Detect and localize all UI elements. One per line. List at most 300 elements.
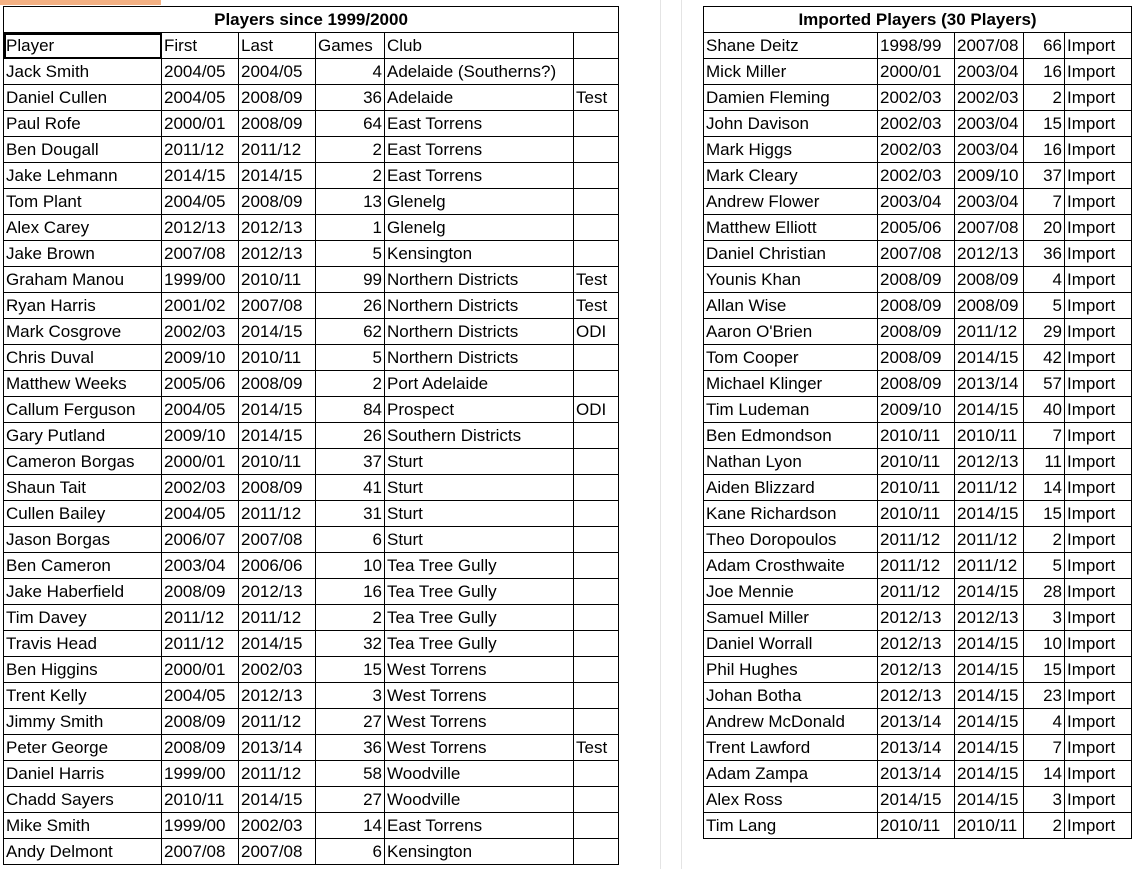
cell[interactable]: 26 bbox=[316, 423, 385, 449]
cell[interactable]: 2002/03 bbox=[878, 111, 955, 137]
cell[interactable]: 15 bbox=[1024, 657, 1065, 683]
cell[interactable]: 2000/01 bbox=[162, 111, 239, 137]
cell[interactable]: Tim Ludeman bbox=[704, 397, 878, 423]
cell[interactable] bbox=[574, 761, 619, 787]
cell[interactable]: Allan Wise bbox=[704, 293, 878, 319]
cell[interactable]: Ben Dougall bbox=[4, 137, 162, 163]
cell[interactable] bbox=[574, 215, 619, 241]
cell[interactable]: 14 bbox=[1024, 761, 1065, 787]
cell[interactable]: 14 bbox=[1024, 475, 1065, 501]
cell[interactable]: Import bbox=[1065, 787, 1132, 813]
cell[interactable]: 2002/03 bbox=[162, 319, 239, 345]
cell[interactable]: 16 bbox=[316, 579, 385, 605]
cell[interactable]: 2007/08 bbox=[162, 241, 239, 267]
cell[interactable]: 2014/15 bbox=[239, 423, 316, 449]
cell[interactable]: Andrew McDonald bbox=[704, 709, 878, 735]
cell[interactable]: 2011/12 bbox=[162, 631, 239, 657]
cell[interactable] bbox=[574, 579, 619, 605]
cell[interactable]: 2014/15 bbox=[239, 397, 316, 423]
header-club[interactable]: Club bbox=[385, 33, 574, 59]
cell[interactable]: Nathan Lyon bbox=[704, 449, 878, 475]
header-player[interactable]: Player bbox=[4, 33, 162, 59]
header-first[interactable]: First bbox=[162, 33, 239, 59]
cell[interactable]: Younis Khan bbox=[704, 267, 878, 293]
cell[interactable]: 66 bbox=[1024, 33, 1065, 59]
cell[interactable]: Daniel Worrall bbox=[704, 631, 878, 657]
cell[interactable]: 2002/03 bbox=[239, 813, 316, 839]
cell[interactable]: Peter George bbox=[4, 735, 162, 761]
cell[interactable]: Woodville bbox=[385, 761, 574, 787]
cell[interactable]: 2004/05 bbox=[239, 59, 316, 85]
cell[interactable]: 4 bbox=[1024, 267, 1065, 293]
cell[interactable]: 37 bbox=[316, 449, 385, 475]
cell[interactable]: 2013/14 bbox=[878, 735, 955, 761]
cell[interactable]: 26 bbox=[316, 293, 385, 319]
cell[interactable]: 2014/15 bbox=[955, 345, 1024, 371]
cell[interactable]: Import bbox=[1065, 683, 1132, 709]
cell[interactable]: Import bbox=[1065, 241, 1132, 267]
cell[interactable]: 2008/09 bbox=[955, 267, 1024, 293]
cell[interactable]: Mark Cosgrove bbox=[4, 319, 162, 345]
cell[interactable] bbox=[574, 553, 619, 579]
cell[interactable]: 2004/05 bbox=[162, 189, 239, 215]
cell[interactable]: 2010/11 bbox=[162, 787, 239, 813]
cell[interactable]: 2012/13 bbox=[878, 657, 955, 683]
cell[interactable]: 2012/13 bbox=[955, 241, 1024, 267]
cell[interactable]: 7 bbox=[1024, 189, 1065, 215]
cell[interactable] bbox=[574, 527, 619, 553]
cell[interactable]: 2008/09 bbox=[162, 709, 239, 735]
cell[interactable]: Tom Plant bbox=[4, 189, 162, 215]
cell[interactable]: 20 bbox=[1024, 215, 1065, 241]
cell[interactable]: 2006/06 bbox=[239, 553, 316, 579]
cell[interactable]: 27 bbox=[316, 787, 385, 813]
cell[interactable]: Jake Brown bbox=[4, 241, 162, 267]
cell[interactable]: Matthew Elliott bbox=[704, 215, 878, 241]
cell[interactable] bbox=[574, 163, 619, 189]
cell[interactable]: Theo Doropoulos bbox=[704, 527, 878, 553]
cell[interactable]: Ben Edmondson bbox=[704, 423, 878, 449]
cell[interactable]: 2007/08 bbox=[955, 33, 1024, 59]
cell[interactable]: 2012/13 bbox=[239, 579, 316, 605]
cell[interactable]: 2014/15 bbox=[878, 787, 955, 813]
cell[interactable] bbox=[574, 813, 619, 839]
cell[interactable]: Prospect bbox=[385, 397, 574, 423]
cell[interactable]: Import bbox=[1065, 111, 1132, 137]
cell[interactable]: 2011/12 bbox=[955, 553, 1024, 579]
cell[interactable]: Import bbox=[1065, 189, 1132, 215]
cell[interactable]: Kensington bbox=[385, 241, 574, 267]
cell[interactable]: 2 bbox=[1024, 813, 1065, 839]
cell[interactable]: 2 bbox=[316, 371, 385, 397]
cell[interactable]: 2008/09 bbox=[239, 111, 316, 137]
cell[interactable]: 15 bbox=[1024, 501, 1065, 527]
cell[interactable]: Aaron O'Brien bbox=[704, 319, 878, 345]
cell[interactable]: 3 bbox=[1024, 787, 1065, 813]
cell[interactable]: Import bbox=[1065, 475, 1132, 501]
cell[interactable]: 2006/07 bbox=[162, 527, 239, 553]
cell[interactable]: Adam Zampa bbox=[704, 761, 878, 787]
cell[interactable]: Import bbox=[1065, 553, 1132, 579]
cell[interactable]: Ryan Harris bbox=[4, 293, 162, 319]
cell[interactable]: Trent Lawford bbox=[704, 735, 878, 761]
cell[interactable]: Shane Deitz bbox=[704, 33, 878, 59]
cell[interactable]: Jack Smith bbox=[4, 59, 162, 85]
header-last[interactable]: Last bbox=[239, 33, 316, 59]
cell[interactable]: Michael Klinger bbox=[704, 371, 878, 397]
cell[interactable]: 32 bbox=[316, 631, 385, 657]
cell[interactable]: Import bbox=[1065, 579, 1132, 605]
cell[interactable]: 2002/03 bbox=[878, 85, 955, 111]
cell[interactable]: East Torrens bbox=[385, 813, 574, 839]
cell[interactable] bbox=[574, 345, 619, 371]
cell[interactable]: 2 bbox=[316, 163, 385, 189]
cell[interactable]: 2008/09 bbox=[955, 293, 1024, 319]
cell[interactable]: Southern Districts bbox=[385, 423, 574, 449]
cell[interactable]: 40 bbox=[1024, 397, 1065, 423]
cell[interactable]: 2013/14 bbox=[239, 735, 316, 761]
cell[interactable]: 28 bbox=[1024, 579, 1065, 605]
cell[interactable]: 7 bbox=[1024, 423, 1065, 449]
cell[interactable]: Daniel Cullen bbox=[4, 85, 162, 111]
cell[interactable]: Import bbox=[1065, 371, 1132, 397]
cell[interactable]: 57 bbox=[1024, 371, 1065, 397]
cell[interactable]: Phil Hughes bbox=[704, 657, 878, 683]
cell[interactable]: 2011/12 bbox=[239, 501, 316, 527]
cell[interactable]: Jimmy Smith bbox=[4, 709, 162, 735]
cell[interactable]: 2014/15 bbox=[955, 501, 1024, 527]
cell[interactable]: Alex Carey bbox=[4, 215, 162, 241]
cell[interactable]: Tea Tree Gully bbox=[385, 553, 574, 579]
cell[interactable]: 2014/15 bbox=[955, 709, 1024, 735]
cell[interactable]: 2010/11 bbox=[878, 501, 955, 527]
cell[interactable]: 2009/10 bbox=[162, 345, 239, 371]
cell[interactable]: Callum Ferguson bbox=[4, 397, 162, 423]
cell[interactable]: 2 bbox=[316, 137, 385, 163]
cell[interactable]: 36 bbox=[316, 85, 385, 111]
cell[interactable]: Import bbox=[1065, 501, 1132, 527]
cell[interactable]: 5 bbox=[1024, 293, 1065, 319]
cell[interactable]: 2013/14 bbox=[955, 371, 1024, 397]
cell[interactable]: 2004/05 bbox=[162, 85, 239, 111]
cell[interactable]: 2010/11 bbox=[878, 423, 955, 449]
cell[interactable]: 6 bbox=[316, 527, 385, 553]
cell[interactable]: Import bbox=[1065, 397, 1132, 423]
cell[interactable]: 2003/04 bbox=[955, 111, 1024, 137]
cell[interactable]: Import bbox=[1065, 293, 1132, 319]
cell[interactable]: 2008/09 bbox=[239, 371, 316, 397]
cell[interactable]: Paul Rofe bbox=[4, 111, 162, 137]
header-games[interactable]: Games bbox=[316, 33, 385, 59]
cell[interactable] bbox=[574, 111, 619, 137]
cell[interactable]: Cullen Bailey bbox=[4, 501, 162, 527]
cell[interactable]: 2002/03 bbox=[878, 163, 955, 189]
cell[interactable]: 2010/11 bbox=[239, 345, 316, 371]
cell[interactable]: 2004/05 bbox=[162, 59, 239, 85]
cell[interactable]: 11 bbox=[1024, 449, 1065, 475]
cell[interactable]: 2002/03 bbox=[878, 137, 955, 163]
cell[interactable]: Import bbox=[1065, 449, 1132, 475]
cell[interactable] bbox=[574, 475, 619, 501]
cell[interactable]: ODI bbox=[574, 397, 619, 423]
cell[interactable]: Daniel Christian bbox=[704, 241, 878, 267]
cell[interactable]: 2004/05 bbox=[162, 397, 239, 423]
cell[interactable]: Import bbox=[1065, 267, 1132, 293]
cell[interactable]: 2008/09 bbox=[239, 189, 316, 215]
cell[interactable]: 2014/15 bbox=[955, 761, 1024, 787]
cell[interactable]: Jake Lehmann bbox=[4, 163, 162, 189]
cell[interactable]: Andy Delmont bbox=[4, 839, 162, 865]
cell[interactable]: Adelaide (Southerns?) bbox=[385, 59, 574, 85]
cell[interactable]: 2011/12 bbox=[955, 527, 1024, 553]
cell[interactable]: Kensington bbox=[385, 839, 574, 865]
cell[interactable]: 2012/13 bbox=[239, 241, 316, 267]
cell[interactable]: 2007/08 bbox=[955, 215, 1024, 241]
cell[interactable]: Import bbox=[1065, 657, 1132, 683]
cell[interactable]: 6 bbox=[316, 839, 385, 865]
cell[interactable]: 62 bbox=[316, 319, 385, 345]
cell[interactable] bbox=[574, 709, 619, 735]
cell[interactable]: East Torrens bbox=[385, 111, 574, 137]
cell[interactable]: Mick Miller bbox=[704, 59, 878, 85]
cell[interactable]: Cameron Borgas bbox=[4, 449, 162, 475]
cell[interactable]: 2010/11 bbox=[878, 475, 955, 501]
cell[interactable]: Daniel Harris bbox=[4, 761, 162, 787]
cell[interactable]: Port Adelaide bbox=[385, 371, 574, 397]
cell[interactable]: 1999/00 bbox=[162, 267, 239, 293]
cell[interactable]: 2010/11 bbox=[239, 449, 316, 475]
cell[interactable]: 2012/13 bbox=[955, 605, 1024, 631]
cell[interactable]: 2012/13 bbox=[878, 605, 955, 631]
cell[interactable]: Joe Mennie bbox=[704, 579, 878, 605]
cell[interactable]: 2014/15 bbox=[239, 163, 316, 189]
cell[interactable]: 2014/15 bbox=[239, 631, 316, 657]
cell[interactable]: 2014/15 bbox=[162, 163, 239, 189]
cell[interactable] bbox=[574, 631, 619, 657]
cell[interactable]: 2000/01 bbox=[162, 449, 239, 475]
cell[interactable]: Damien Fleming bbox=[704, 85, 878, 111]
cell[interactable]: 10 bbox=[316, 553, 385, 579]
cell[interactable]: 2011/12 bbox=[162, 605, 239, 631]
cell[interactable]: 2010/11 bbox=[955, 813, 1024, 839]
cell[interactable]: Test bbox=[574, 735, 619, 761]
cell[interactable]: Import bbox=[1065, 631, 1132, 657]
cell[interactable]: ODI bbox=[574, 319, 619, 345]
cell[interactable]: Ben Higgins bbox=[4, 657, 162, 683]
cell[interactable]: 41 bbox=[316, 475, 385, 501]
cell[interactable]: Import bbox=[1065, 85, 1132, 111]
cell[interactable]: Tom Cooper bbox=[704, 345, 878, 371]
cell[interactable]: 2014/15 bbox=[239, 787, 316, 813]
cell[interactable]: 2014/15 bbox=[955, 631, 1024, 657]
cell[interactable]: 84 bbox=[316, 397, 385, 423]
cell[interactable]: East Torrens bbox=[385, 137, 574, 163]
cell[interactable] bbox=[574, 839, 619, 865]
cell[interactable]: 64 bbox=[316, 111, 385, 137]
cell[interactable]: Test bbox=[574, 85, 619, 111]
cell[interactable]: 2003/04 bbox=[955, 189, 1024, 215]
cell[interactable]: 3 bbox=[1024, 605, 1065, 631]
cell[interactable]: 2007/08 bbox=[162, 839, 239, 865]
cell[interactable]: 14 bbox=[316, 813, 385, 839]
cell[interactable]: 1998/99 bbox=[878, 33, 955, 59]
cell[interactable]: Import bbox=[1065, 813, 1132, 839]
cell[interactable]: Aiden Blizzard bbox=[704, 475, 878, 501]
cell[interactable]: Sturt bbox=[385, 527, 574, 553]
cell[interactable]: 36 bbox=[1024, 241, 1065, 267]
cell[interactable]: 2009/10 bbox=[878, 397, 955, 423]
cell[interactable]: 2011/12 bbox=[239, 605, 316, 631]
cell[interactable]: 31 bbox=[316, 501, 385, 527]
cell[interactable]: 2014/15 bbox=[955, 683, 1024, 709]
cell[interactable]: 2 bbox=[1024, 527, 1065, 553]
cell[interactable]: 23 bbox=[1024, 683, 1065, 709]
cell[interactable]: 4 bbox=[316, 59, 385, 85]
cell[interactable]: 3 bbox=[316, 683, 385, 709]
cell[interactable]: 2014/15 bbox=[955, 787, 1024, 813]
cell[interactable]: 2013/14 bbox=[878, 709, 955, 735]
cell[interactable]: 5 bbox=[316, 241, 385, 267]
cell[interactable]: Import bbox=[1065, 709, 1132, 735]
cell[interactable]: 2007/08 bbox=[239, 527, 316, 553]
cell[interactable]: 36 bbox=[316, 735, 385, 761]
cell[interactable]: West Torrens bbox=[385, 735, 574, 761]
cell[interactable]: Jason Borgas bbox=[4, 527, 162, 553]
cell[interactable]: Sturt bbox=[385, 475, 574, 501]
cell[interactable]: 2008/09 bbox=[878, 319, 955, 345]
cell[interactable]: 1999/00 bbox=[162, 761, 239, 787]
cell[interactable]: 2008/09 bbox=[878, 293, 955, 319]
cell[interactable]: 2004/05 bbox=[162, 501, 239, 527]
cell[interactable]: Kane Richardson bbox=[704, 501, 878, 527]
cell[interactable]: East Torrens bbox=[385, 163, 574, 189]
cell[interactable]: 2012/13 bbox=[239, 683, 316, 709]
cell[interactable]: Tim Davey bbox=[4, 605, 162, 631]
cell[interactable]: 2014/15 bbox=[239, 319, 316, 345]
cell[interactable]: Gary Putland bbox=[4, 423, 162, 449]
cell[interactable]: 2008/09 bbox=[878, 345, 955, 371]
cell[interactable]: Import bbox=[1065, 605, 1132, 631]
cell[interactable]: 2011/12 bbox=[955, 319, 1024, 345]
cell[interactable]: 2011/12 bbox=[878, 579, 955, 605]
cell[interactable]: Trent Kelly bbox=[4, 683, 162, 709]
cell[interactable]: 2003/04 bbox=[878, 189, 955, 215]
cell[interactable]: Adam Crosthwaite bbox=[704, 553, 878, 579]
cell[interactable]: 2004/05 bbox=[162, 683, 239, 709]
cell[interactable]: 2000/01 bbox=[162, 657, 239, 683]
cell[interactable]: 2008/09 bbox=[878, 371, 955, 397]
cell[interactable]: Graham Manou bbox=[4, 267, 162, 293]
cell[interactable]: 2 bbox=[1024, 85, 1065, 111]
cell[interactable]: Matthew Weeks bbox=[4, 371, 162, 397]
cell[interactable]: Test bbox=[574, 267, 619, 293]
cell[interactable]: Import bbox=[1065, 345, 1132, 371]
cell[interactable]: 99 bbox=[316, 267, 385, 293]
cell[interactable] bbox=[574, 423, 619, 449]
cell[interactable] bbox=[574, 605, 619, 631]
cell[interactable]: 4 bbox=[1024, 709, 1065, 735]
cell[interactable] bbox=[574, 189, 619, 215]
cell[interactable]: 2008/09 bbox=[239, 85, 316, 111]
cell[interactable]: Woodville bbox=[385, 787, 574, 813]
cell[interactable] bbox=[574, 371, 619, 397]
cell[interactable]: 2011/12 bbox=[239, 709, 316, 735]
cell[interactable]: 2012/13 bbox=[878, 683, 955, 709]
cell[interactable]: 2011/12 bbox=[162, 137, 239, 163]
cell[interactable]: Travis Head bbox=[4, 631, 162, 657]
cell[interactable]: Tea Tree Gully bbox=[385, 605, 574, 631]
cell[interactable]: 2014/15 bbox=[955, 397, 1024, 423]
cell[interactable]: Glenelg bbox=[385, 189, 574, 215]
cell[interactable]: 2010/11 bbox=[239, 267, 316, 293]
cell[interactable]: 58 bbox=[316, 761, 385, 787]
cell[interactable]: 2010/11 bbox=[878, 813, 955, 839]
cell[interactable]: 2002/03 bbox=[955, 85, 1024, 111]
cell[interactable]: 13 bbox=[316, 189, 385, 215]
cell[interactable] bbox=[574, 787, 619, 813]
cell[interactable]: Import bbox=[1065, 137, 1132, 163]
cell[interactable]: Northern Districts bbox=[385, 319, 574, 345]
cell[interactable]: Samuel Miller bbox=[704, 605, 878, 631]
cell[interactable]: Johan Botha bbox=[704, 683, 878, 709]
cell[interactable]: Import bbox=[1065, 215, 1132, 241]
cell[interactable]: 2005/06 bbox=[162, 371, 239, 397]
cell[interactable]: 2008/09 bbox=[239, 475, 316, 501]
cell[interactable]: 2012/13 bbox=[878, 631, 955, 657]
cell[interactable]: 2011/12 bbox=[878, 527, 955, 553]
cell[interactable]: 2009/10 bbox=[955, 163, 1024, 189]
cell[interactable]: Tea Tree Gully bbox=[385, 579, 574, 605]
cell[interactable]: Mark Higgs bbox=[704, 137, 878, 163]
cell[interactable]: Import bbox=[1065, 527, 1132, 553]
cell[interactable]: Northern Districts bbox=[385, 345, 574, 371]
cell[interactable]: 2011/12 bbox=[878, 553, 955, 579]
cell[interactable]: Import bbox=[1065, 33, 1132, 59]
cell[interactable]: Chadd Sayers bbox=[4, 787, 162, 813]
cell[interactable]: 2 bbox=[316, 605, 385, 631]
cell[interactable]: Sturt bbox=[385, 501, 574, 527]
cell[interactable] bbox=[574, 449, 619, 475]
cell[interactable]: Test bbox=[574, 293, 619, 319]
cell[interactable]: 2008/09 bbox=[878, 267, 955, 293]
cell[interactable]: 1 bbox=[316, 215, 385, 241]
cell[interactable]: Tea Tree Gully bbox=[385, 631, 574, 657]
cell[interactable]: 7 bbox=[1024, 735, 1065, 761]
cell[interactable]: Mark Cleary bbox=[704, 163, 878, 189]
cell[interactable]: 2008/09 bbox=[162, 579, 239, 605]
header-extra[interactable] bbox=[574, 33, 619, 59]
cell[interactable]: 16 bbox=[1024, 59, 1065, 85]
cell[interactable]: Import bbox=[1065, 163, 1132, 189]
cell[interactable] bbox=[574, 683, 619, 709]
cell[interactable]: 2013/14 bbox=[878, 761, 955, 787]
cell[interactable]: 1999/00 bbox=[162, 813, 239, 839]
cell[interactable]: 2007/08 bbox=[239, 839, 316, 865]
cell[interactable]: 2014/15 bbox=[955, 657, 1024, 683]
cell[interactable]: 42 bbox=[1024, 345, 1065, 371]
cell[interactable] bbox=[574, 657, 619, 683]
cell[interactable]: 37 bbox=[1024, 163, 1065, 189]
cell[interactable]: 15 bbox=[316, 657, 385, 683]
cell[interactable]: Alex Ross bbox=[704, 787, 878, 813]
cell[interactable]: Sturt bbox=[385, 449, 574, 475]
cell[interactable]: Northern Districts bbox=[385, 267, 574, 293]
cell[interactable]: 29 bbox=[1024, 319, 1065, 345]
cell[interactable]: 2012/13 bbox=[955, 449, 1024, 475]
cell[interactable]: West Torrens bbox=[385, 709, 574, 735]
cell[interactable]: 10 bbox=[1024, 631, 1065, 657]
cell[interactable]: 2000/01 bbox=[878, 59, 955, 85]
